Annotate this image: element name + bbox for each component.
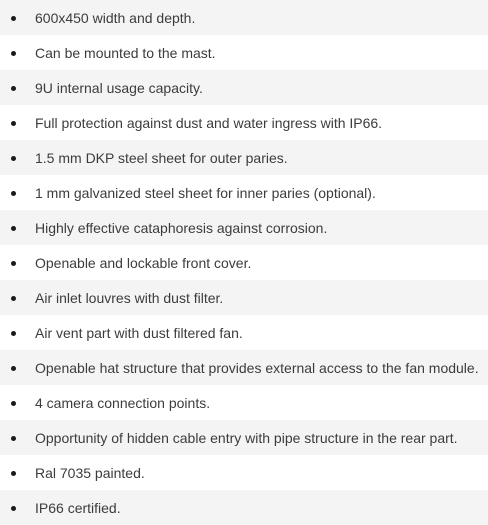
list-item: [0, 105, 488, 140]
list-item: [0, 140, 488, 175]
list-item: [0, 315, 488, 350]
bullet-icon: [11, 471, 16, 476]
list-item-text: Can be mounted to the mast.: [35, 44, 216, 61]
list-item-text: 4 camera connection points.: [35, 394, 211, 411]
list-item: [0, 280, 488, 315]
list-item: [0, 385, 488, 420]
list-item: [0, 455, 488, 490]
list-item: [0, 0, 488, 35]
list-item-text: 1 mm galvanized steel sheet for inner paries (optional).: [35, 184, 376, 201]
bullet-icon: [11, 506, 16, 511]
bullet-icon: [11, 436, 16, 441]
list-item-text: Highly effective cataphoresis against corrosion.: [35, 219, 328, 236]
list-item: [0, 175, 488, 210]
bullet-icon: [11, 16, 16, 21]
list-item: [0, 245, 488, 280]
list-item-text: 1.5 mm DKP steel sheet for outer paries.: [35, 149, 288, 166]
bullet-icon: [11, 156, 16, 161]
bullet-icon: [11, 226, 16, 231]
bullet-icon: [11, 401, 16, 406]
list-item-text: Air inlet louvres with dust filter.: [35, 289, 224, 306]
bullet-icon: [11, 366, 16, 371]
list-item-text: Opportunity of hidden cable entry with pipe structure in the rear part.: [35, 429, 458, 446]
list-item-text: 600x450 width and depth.: [35, 9, 196, 26]
bullet-icon: [11, 86, 16, 91]
bullet-icon: [11, 331, 16, 336]
list-item: [0, 70, 488, 105]
list-item-text: Air vent part with dust filtered fan.: [35, 324, 243, 341]
bullet-icon: [11, 261, 16, 266]
list-item-text: Openable hat structure that provides external access to the fan module.: [35, 359, 479, 376]
list-item-text: IP66 certified.: [35, 499, 121, 516]
bullet-icon: [11, 51, 16, 56]
bullet-icon: [11, 191, 16, 196]
list-item: [0, 210, 488, 245]
list-item-text: Ral 7035 painted.: [35, 464, 145, 481]
list-item-text: 9U internal usage capacity.: [35, 79, 203, 96]
list-item: [0, 420, 488, 455]
list-item: [0, 35, 488, 70]
list-item-text: Openable and lockable front cover.: [35, 254, 252, 271]
bullet-icon: [11, 121, 16, 126]
list-item: [0, 350, 488, 385]
list-item-text: Full protection against dust and water ingress with IP66.: [35, 114, 383, 131]
bullet-icon: [11, 296, 16, 301]
